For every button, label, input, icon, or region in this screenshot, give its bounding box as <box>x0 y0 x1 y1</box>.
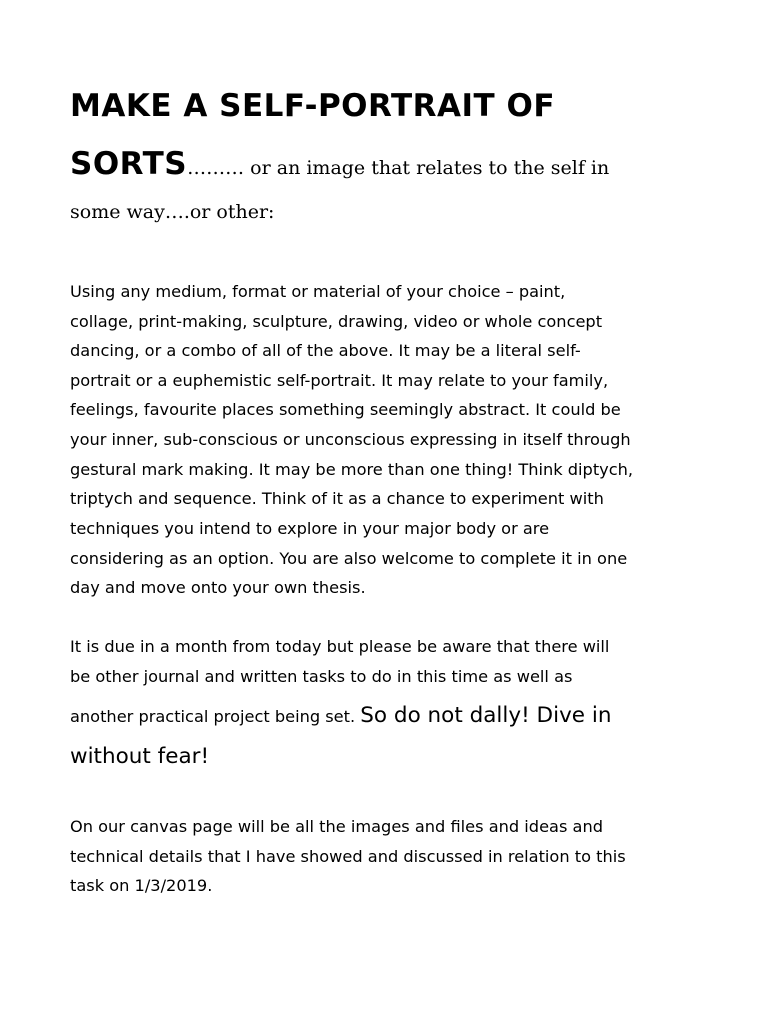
subtitle-inline: ……… or an image that relates to the self in <box>187 157 610 179</box>
emphasis-line: without fear! <box>70 744 210 769</box>
paragraph1-line: Using any medium, format or material of your choice – paint, <box>70 282 566 301</box>
paragraph1-line: collage, print-making, sculpture, drawing, video or whole concept <box>70 312 603 331</box>
paragraph1-line: portrait or a euphemistic self-portrait. It may relate to your family, <box>70 371 609 390</box>
paragraph2-line: be other journal and written tasks to do in this time as well as <box>70 667 573 686</box>
paragraph1-line: techniques you intend to explore in your major body or are <box>70 519 550 538</box>
title-line-1: MAKE A SELF-PORTRAIT OF <box>70 88 556 124</box>
paragraph3-line: On our canvas page will be all the images and files and ideas and <box>70 817 603 836</box>
paragraph3-line: technical details that I have showed and discussed in relation to this <box>70 847 626 866</box>
emphasis-text: So do not dally! Dive in <box>360 703 612 728</box>
paragraph2-line: It is due in a month from today but please be aware that there will <box>70 637 610 656</box>
paragraph1-line: considering as an option. You are also welcome to complete it in one <box>70 549 628 568</box>
paragraph1-line: your inner, sub-conscious or unconscious expressing in itself through <box>70 430 631 449</box>
paragraph3-line: task on 1/3/2019. <box>70 876 213 895</box>
subtitle-line: some way….or other: <box>70 201 275 223</box>
paragraph1-line: gestural mark making. It may be more than one thing! Think diptych, <box>70 460 634 479</box>
paragraph1-line: triptych and sequence. Think of it as a chance to experiment with <box>70 489 604 508</box>
paragraph1-line: feelings, favourite places something seemingly abstract. It could be <box>70 400 621 419</box>
paragraph2-line <box>70 703 611 728</box>
paragraph1-line: dancing, or a combo of all of the above. It may be a literal self- <box>70 341 581 360</box>
paragraph2-normal-text: another practical project being set. <box>70 707 361 726</box>
title-sorts: SORTS <box>70 146 188 182</box>
title-line-2 <box>70 146 609 182</box>
paragraph1-line: day and move onto your own thesis. <box>70 578 366 597</box>
